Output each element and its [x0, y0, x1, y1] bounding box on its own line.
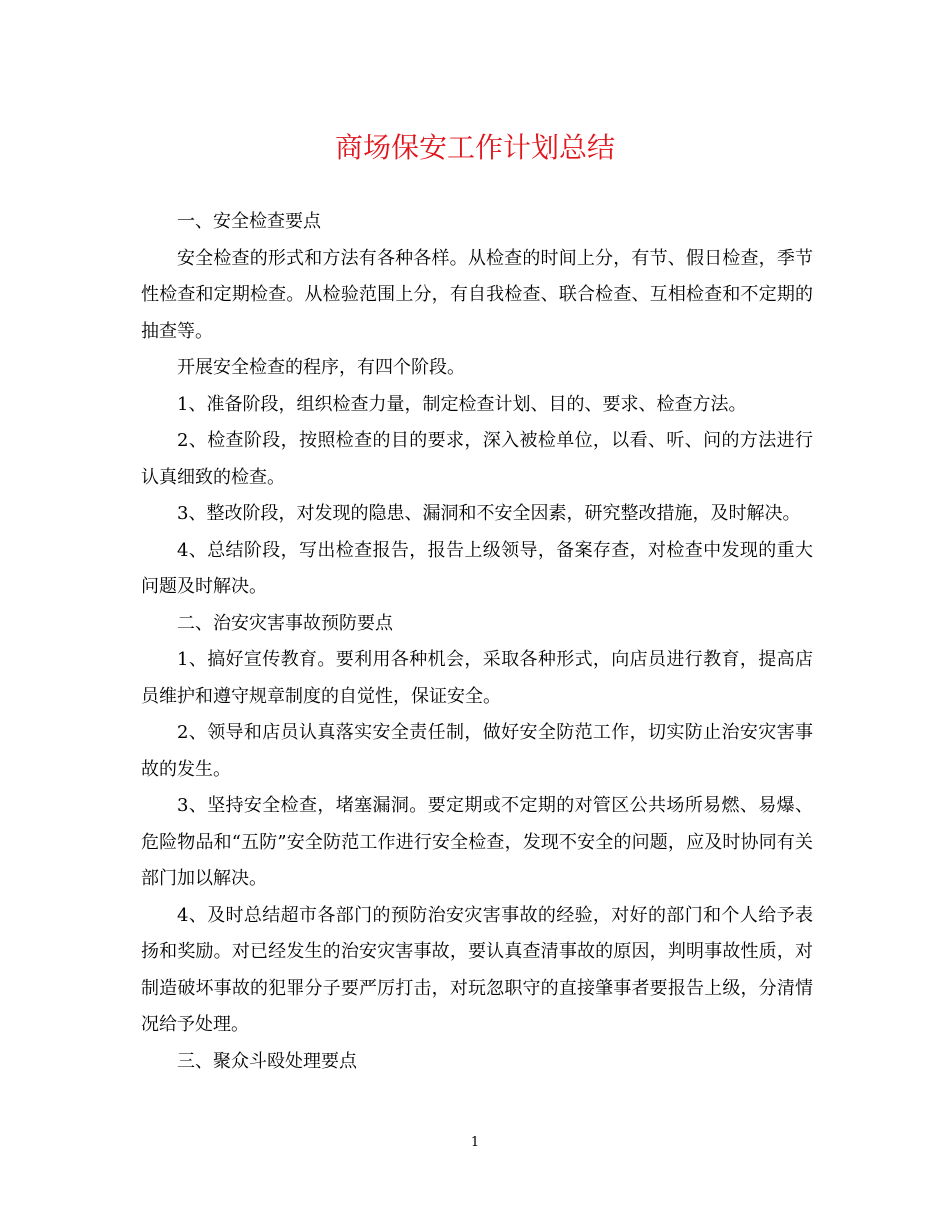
paragraph: 开展安全检查的程序，有四个阶段。 [177, 357, 465, 378]
list-item: 2、检查阶段，按照检查的目的要求，深入被检单位，以看、听、问的方法进行认真细致的检查。 [141, 430, 813, 488]
paragraph: 安全检查的形式和方法有各种各样。从检查的时间上分，有节、假日检查，季节性检查和定期检查。从检验范围上分，有自我检查、联合检查、互相检查和不定期的抽查等。 [141, 247, 813, 342]
list-item: 1、搞好宣传教育。要利用各种机会，采取各种形式，向店员进行教育，提高店员维护和遵守规章制度的自觉性，保证安全。 [141, 649, 813, 707]
list-item: 3、坚持安全检查，堵塞漏洞。要定期或不定期的对管区公共场所易燃、易爆、危险物品和“五防”安全防范工作进行安全检查，发现不安全的问题，应及时协同有关部门加以解决。 [141, 795, 813, 889]
document-title: 商场保安工作计划总结 [334, 131, 615, 164]
page-number: 1 [470, 1135, 480, 1150]
list-item: 1、准备阶段，组织检查力量，制定检查计划、目的、要求、检查方法。 [177, 393, 747, 415]
section-heading: 一、安全检查要点 [177, 211, 321, 232]
section-heading: 三、聚众斗殴处理要点 [177, 1050, 357, 1072]
section-heading: 二、治安灾害事故预防要点 [177, 612, 393, 634]
document-body [141, 204, 813, 1080]
list-item: 3、整改阶段，对发现的隐患、漏洞和不安全因素，研究整改措施，及时解决。 [177, 503, 801, 524]
list-item: 4、及时总结超市各部门的预防治安灾害事故的经验，对好的部门和个人给予表扬和奖励。对已经发生的治安灾害事故，要认真查清事故的原因，判明事故性质，对制造破坏事故的犯罪分子要严厉打击，对玩忽职守的直接肇事者要报告上级，分清情况给予处理。 [141, 904, 813, 1035]
list-item: 2、领导和店员认真落实安全责任制，做好安全防范工作，切实防止治安灾害事故的发生。 [141, 722, 813, 780]
list-item: 4、总结阶段，写出检查报告，报告上级领导，备案存查，对检查中发现的重大问题及时解决。 [141, 539, 813, 597]
